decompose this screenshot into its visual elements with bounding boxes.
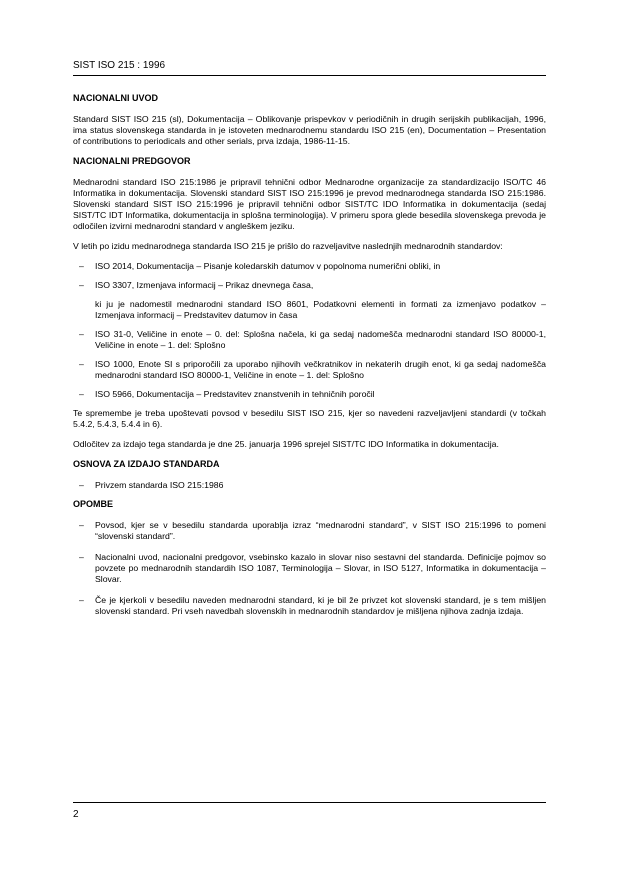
page-number: 2 xyxy=(73,809,79,820)
document-body xyxy=(73,93,546,625)
list-item: – ISO 5966, Dokumentacija – Predstavitev znanstvenih in tehničnih poročil xyxy=(79,389,375,399)
header-rule xyxy=(73,75,546,76)
dash-bullet: – xyxy=(79,359,84,369)
list-item: – Privzem standarda ISO 215:1986 xyxy=(79,480,224,490)
dash-bullet: – xyxy=(79,261,84,271)
withdrawn-standards-list xyxy=(73,261,546,291)
predgovor-paragraph-4: Odločitev za izdajo tega standarda je dne 25. januarja 1996 sprejel SIST/TC IDO Informatika in dokumentacija. xyxy=(73,439,499,449)
footer-rule xyxy=(73,802,546,803)
list-item: – ISO 1000, Enote SI s priporočili za uporabo njihovih večkratnikov in nekaterih drugih enot, ki ga sedaj nadomešča mednarodni standard ISO 80000-1, Veličine in enote – 1. del: Splošno xyxy=(79,359,546,380)
list-item: – ISO 2014, Dokumentacija – Pisanje koledarskih datumov v popolnoma numerični obliki, in xyxy=(79,261,441,271)
page-header: SIST ISO 215 : 1996 xyxy=(73,60,166,71)
predgovor-paragraph-2: V letih po izidu mednarodnega standarda ISO 215 je prišlo do razveljavitve naslednjih mednarodnih standardov: xyxy=(73,241,503,251)
dash-bullet: – xyxy=(79,389,84,399)
uvod-paragraph: Standard SIST ISO 215 (sl), Dokumentacija – Oblikovanje prispevkov v periodičnih in drugih serijskih publikacijah, 1996, ima status slovenskega standarda in je istoveten mednarodnemu standardu ISO 215 (en), Documentation – Presentation of contributions to periodicals and other serials, prva izdaja, 1986-11-15. xyxy=(73,114,546,146)
section-title-osnova: OSNOVA ZA IZDAJO STANDARDA xyxy=(73,459,220,469)
list-item: – Nacionalni uvod, nacionalni predgovor, vsebinsko kazalo in slovar niso sestavni del standarda. Definicije pojmov so povzete po mednarodnih standardih ISO 1087, Terminologija – Slovar, in ISO 5127, Informatika in dokumentacija – Slovar. xyxy=(79,552,546,584)
list-item: – ISO 3307, Izmenjava informacij – Prikaz dnevnega časa, xyxy=(79,280,314,290)
predgovor-paragraph-3: Te spremembe je treba upoštevati povsod v besedilu SIST ISO 215, kjer so navedeni razveljavljeni standardi (v točkah 5.4.2, 5.4.3, 5.4.4 in 6). xyxy=(73,408,546,429)
dash-bullet: – xyxy=(79,329,84,339)
dash-bullet: – xyxy=(79,520,84,530)
osnova-list xyxy=(73,480,546,491)
section-title-opombe: OPOMBE xyxy=(73,499,114,509)
list-item: – Povsod, kjer se v besedilu standarda uporablja izraz “mednarodni standard”, v SIST ISO 215:1996 to pomeni “slovenski standard”. xyxy=(79,520,546,541)
dash-bullet: – xyxy=(79,552,84,562)
dash-bullet: – xyxy=(79,280,84,290)
list-item: – ISO 31-0, Veličine in enote – 0. del: Splošna načela, ki ga sedaj nadomešča mednarodni standard ISO 80000-1, Veličine in enote – 1. del: Splošno xyxy=(79,329,546,350)
section-title-predgovor: NACIONALNI PREDGOVOR xyxy=(73,156,191,166)
opombe-list xyxy=(73,520,546,617)
withdrawn-standards-list-2 xyxy=(73,329,546,400)
list-item: – Če je kjerkoli v besedilu naveden mednarodni standard, ki je bil že privzet kot slovenski standard, je s tem mišljen slovenski standard. Pri vseh navedbah slovenskih in mednarodnih standardov je mišljena njihova zadnja izdaja. xyxy=(79,595,546,616)
dash-bullet: – xyxy=(79,595,84,605)
section-title-uvod: NACIONALNI UVOD xyxy=(73,93,158,103)
list-continuation: ki ju je nadomestil mednarodni standard ISO 8601, Podatkovni elementi in formati za izmenjavo podatkov – Izmenjava informacij – Predstavitev datumov in časa xyxy=(95,299,546,320)
dash-bullet: – xyxy=(79,480,84,490)
predgovor-paragraph-1: Mednarodni standard ISO 215:1986 je pripravil tehnični odbor Mednarodne organizacije za standardizacijo ISO/TC 46 Informatika in dokumentacija. Slovenski standard SIST ISO 215:1996 je prevod mednarodnega standarda ISO 215:1986. Slovenski standard SIST ISO 215:1996 je pripravil tehnični odbor SIST/TC IDO Informatika in dokumentacija (sedaj SIST/TC IDT Informatika, dokumentacija in splošna terminologija). V primeru spora glede besedila slovenskega prevoda je odločilen izvirni mednarodni standard v angleškem jeziku. xyxy=(73,177,546,231)
